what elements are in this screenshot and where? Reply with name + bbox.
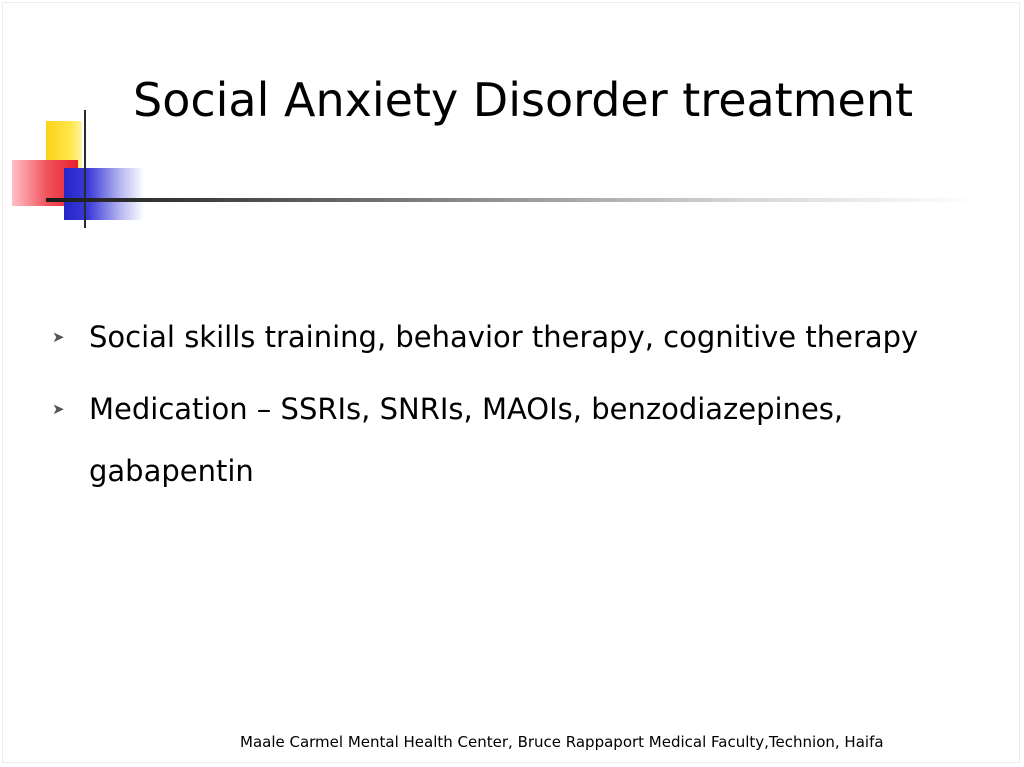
slide-title: Social Anxiety Disorder treatment [133, 73, 914, 127]
bullet-text: Social skills training, behavior therapy, cognitive therapy [89, 320, 919, 354]
bullet-list [52, 306, 972, 512]
bullet-text: Medication – SSRIs, SNRIs, MAOIs, benzodiazepines, gabapentin [89, 392, 844, 488]
title-underline-rule [46, 198, 976, 202]
arrow-bullet-icon: ➤ [52, 400, 65, 418]
slide-footer: Maale Carmel Mental Health Center, Bruce Rappaport Medical Faculty,Technion, Haifa [240, 733, 884, 751]
bullet-item [52, 306, 972, 368]
arrow-bullet-icon: ➤ [52, 328, 65, 346]
decorative-blue-square [64, 168, 144, 220]
bullet-item [52, 378, 972, 502]
decorative-vertical-line [84, 110, 86, 228]
